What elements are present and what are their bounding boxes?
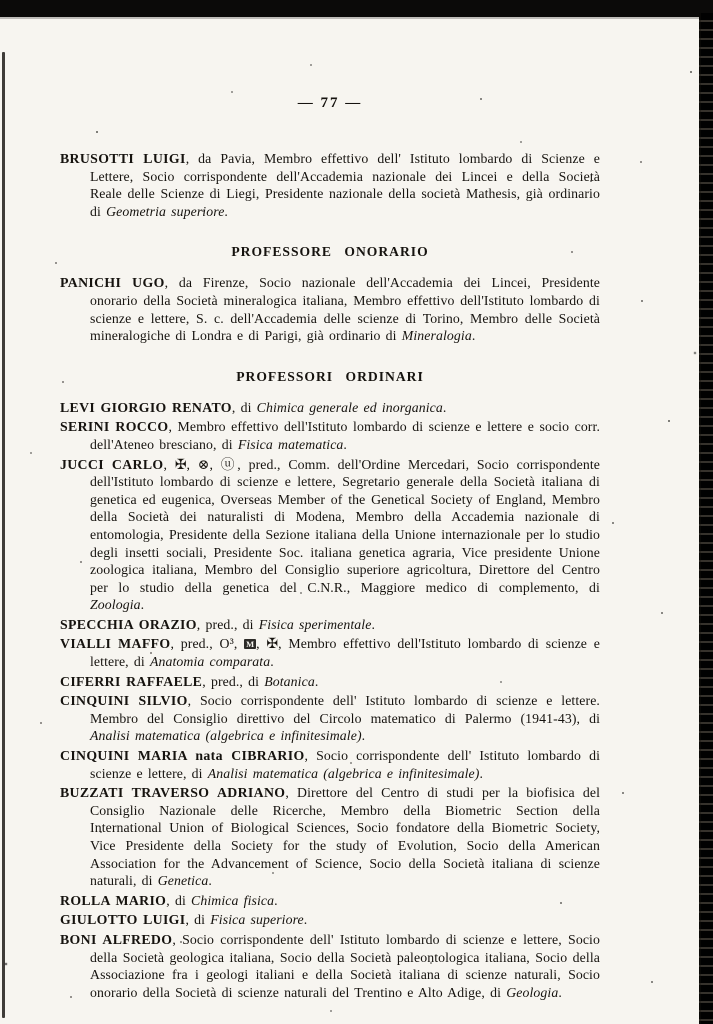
entry-name: BONI ALFREDO xyxy=(60,931,173,947)
entry-text: , Socio corrispondente dell' Istituto lombardo di scienze e lettere, di xyxy=(90,748,600,781)
entry-boni-alfredo xyxy=(60,931,600,1001)
entry-text: . xyxy=(471,328,476,344)
entry-name: PANICHI UGO xyxy=(60,275,165,291)
scan-edge-left xyxy=(2,52,5,1018)
entry-text: , pred., di xyxy=(196,616,259,632)
entry-text: . xyxy=(140,597,145,613)
entry-name: BUZZATI TRAVERSO ADRIANO xyxy=(60,785,286,801)
page-content xyxy=(60,0,600,1003)
entry-jucci-carlo xyxy=(60,456,600,614)
page-number: — 77 — xyxy=(297,95,363,111)
entry-text: . xyxy=(371,616,376,632)
entry-name: CINQUINI SILVIO xyxy=(60,693,188,709)
entry-text: . xyxy=(303,912,308,928)
subject-italic: Analisi matematica (algebrica e infinitesimale) xyxy=(207,765,480,781)
entry-cinquini-maria xyxy=(60,747,600,782)
subject-italic: Genetica xyxy=(157,873,209,889)
subject-italic: Chimica generale ed inorganica xyxy=(256,399,443,415)
entry-buzzati-traverso-adriano xyxy=(60,784,600,890)
entry-text: , di xyxy=(185,912,211,928)
entry-brusotti-luigi xyxy=(60,150,600,220)
subject-italic: Anatomia comparata xyxy=(149,654,271,670)
subject-italic: Mineralogia xyxy=(401,328,472,344)
entry-text: . xyxy=(208,873,212,889)
entry-name: VIALLI MAFFO xyxy=(60,636,171,652)
entry-name: LEVI GIORGIO RENATO xyxy=(60,399,232,415)
entry-text: , ✠, ⊗, ⓤ, pred., Comm. dell'Ordine Mercedari, Socio corrispondente dell'Istituto lombardo di scienze e lettere, Segretario generale della Società italiana di genetica ed eugenica, Overseas Member of the Genetical Society of England, Membro della Società dei naturalisti di Modena, Membro della Accademia nazionale di entomologia, Presidente della Sezione italiana della Unione internazionale per lo studio degli insetti sociali, Presidente Soc. italiana genetica agraria, Vice presidente Unione zoologica italiana, Membro del Consiglio superiore agricoltura, Direttore del Centro per lo studio della genetica del C.N.R., Maggiore medico di complemento, di xyxy=(90,456,600,595)
subject-italic: Fisica matematica xyxy=(237,436,344,452)
entry-text: , ✠, Membro effettivo dell'Istituto lombardo di scienze e lettere, di xyxy=(90,636,600,670)
entry-panichi-ugo xyxy=(60,274,600,344)
entry-name: ROLLA MARIO xyxy=(60,892,167,908)
entry-name: CINQUINI MARIA nata CIBRARIO xyxy=(60,748,305,764)
entry-text: , Socio corrispondente dell' Istituto lombardo di scienze e lettere. Membro del Consiglio direttivo del Circolo matematico di Palermo (1941-43), di xyxy=(90,693,600,726)
entry-vialli-maffo xyxy=(60,635,600,670)
entry-text: , Direttore del Centro di studi per la biofisica del Consiglio Nazionale delle Ricerche, Membro della Biometric Section della International Union of Biological Sciences, Socio fondatore della Biometric Society, Vice Presidente della Society for the study of Evolution, Socio della American Association for the Advancement of Science, Socio della Società italiana di scienze naturali, di xyxy=(90,785,600,889)
entry-text: , di xyxy=(166,892,192,908)
entry-cinquini-silvio xyxy=(60,692,600,745)
entry-name: BRUSOTTI LUIGI xyxy=(60,151,186,166)
subject-italic: Geometria superiore xyxy=(106,203,225,219)
entry-text: . xyxy=(270,654,274,670)
entry-text: . xyxy=(479,765,483,781)
entry-ciferri-raffaele xyxy=(60,673,600,691)
subject-italic: Geologia xyxy=(506,984,559,1000)
subject-italic: Zoologia xyxy=(90,597,141,613)
entry-text: . xyxy=(274,892,278,908)
entry-name: CIFERRI RAFFAELE xyxy=(60,673,203,689)
text-column xyxy=(60,150,600,1001)
entry-specchia-orazio xyxy=(60,616,600,634)
entry-text: . xyxy=(224,203,228,219)
section-heading-professori-ordinari: PROFESSORI ORDINARI xyxy=(236,368,424,384)
subject-italic: Botanica xyxy=(264,673,315,689)
entry-levi-giorgio-renato xyxy=(60,399,600,417)
scan-edge-right xyxy=(699,13,713,1024)
entry-text: . xyxy=(314,673,319,689)
entry-name: SPECCHIA ORAZIO xyxy=(60,616,197,632)
entry-text: . xyxy=(343,436,347,452)
entry-text: , da Firenze, Socio nazionale dell'Accademia dei Lincei, Presidente onorario della Società mineralogica italiana, Membro effettivo dell'Istituto lombardo di scienze e lettere, S. c. dell'Accademia delle scienze di Torino, Membro delle Società mineralogiche di Londra e di Parigi, già ordinario di xyxy=(90,275,601,344)
entry-giulotto-luigi xyxy=(60,911,600,929)
entry-text: . xyxy=(558,984,562,1000)
entry-rolla-mario xyxy=(60,892,600,910)
scan-noise xyxy=(0,0,2,2)
entry-text: , da Pavia, Membro effettivo dell' Istituto lombardo di Scienze e Lettere, Socio corrispondente dell'Accademia nazionale dei Lincei e della Società Reale delle Scienze di Liegi, Presidente nazionale della società Mathesis, già ordinario di xyxy=(90,151,600,219)
entry-text: . xyxy=(361,728,366,744)
section-heading-professore-onorario: PROFESSORE ONORARIO xyxy=(231,244,429,260)
entry-text: , pred., di xyxy=(202,673,265,689)
entry-text: , pred., O³, xyxy=(170,636,245,652)
subject-italic: Fisica sperimentale xyxy=(258,616,372,632)
entry-name: GIULOTTO LUIGI xyxy=(60,912,186,928)
subject-italic: Fisica superiore xyxy=(210,912,304,928)
entry-text: , Membro effettivo dell'Istituto lombardo di scienze e lettere e socio corr. dell'Ateneo bresciano, di xyxy=(90,419,600,452)
entry-text: , Socio corrispondente dell' Istituto lombardo di scienze e lettere, Socio della Società geologica italiana, Socio della Società paleontologica italiana, Socio della Associazione fra i geologi italiani e della Società italiana di scienze naturali, Socio onorario della Società di scienze naturali del Trentino e Alto Adige, di xyxy=(90,931,600,1000)
subject-italic: Analisi matematica (algebrica e infinitesimale) xyxy=(90,728,362,744)
entry-text: , di xyxy=(231,399,257,415)
entry-name: SERINI ROCCO xyxy=(60,419,169,435)
entry-text: . xyxy=(442,399,447,415)
entry-name: JUCCI CARLO xyxy=(60,456,164,472)
decoration-symbol-boxed: M xyxy=(246,639,255,650)
entry-serini-rocco xyxy=(60,418,600,453)
subject-italic: Chimica fisica xyxy=(191,892,275,908)
